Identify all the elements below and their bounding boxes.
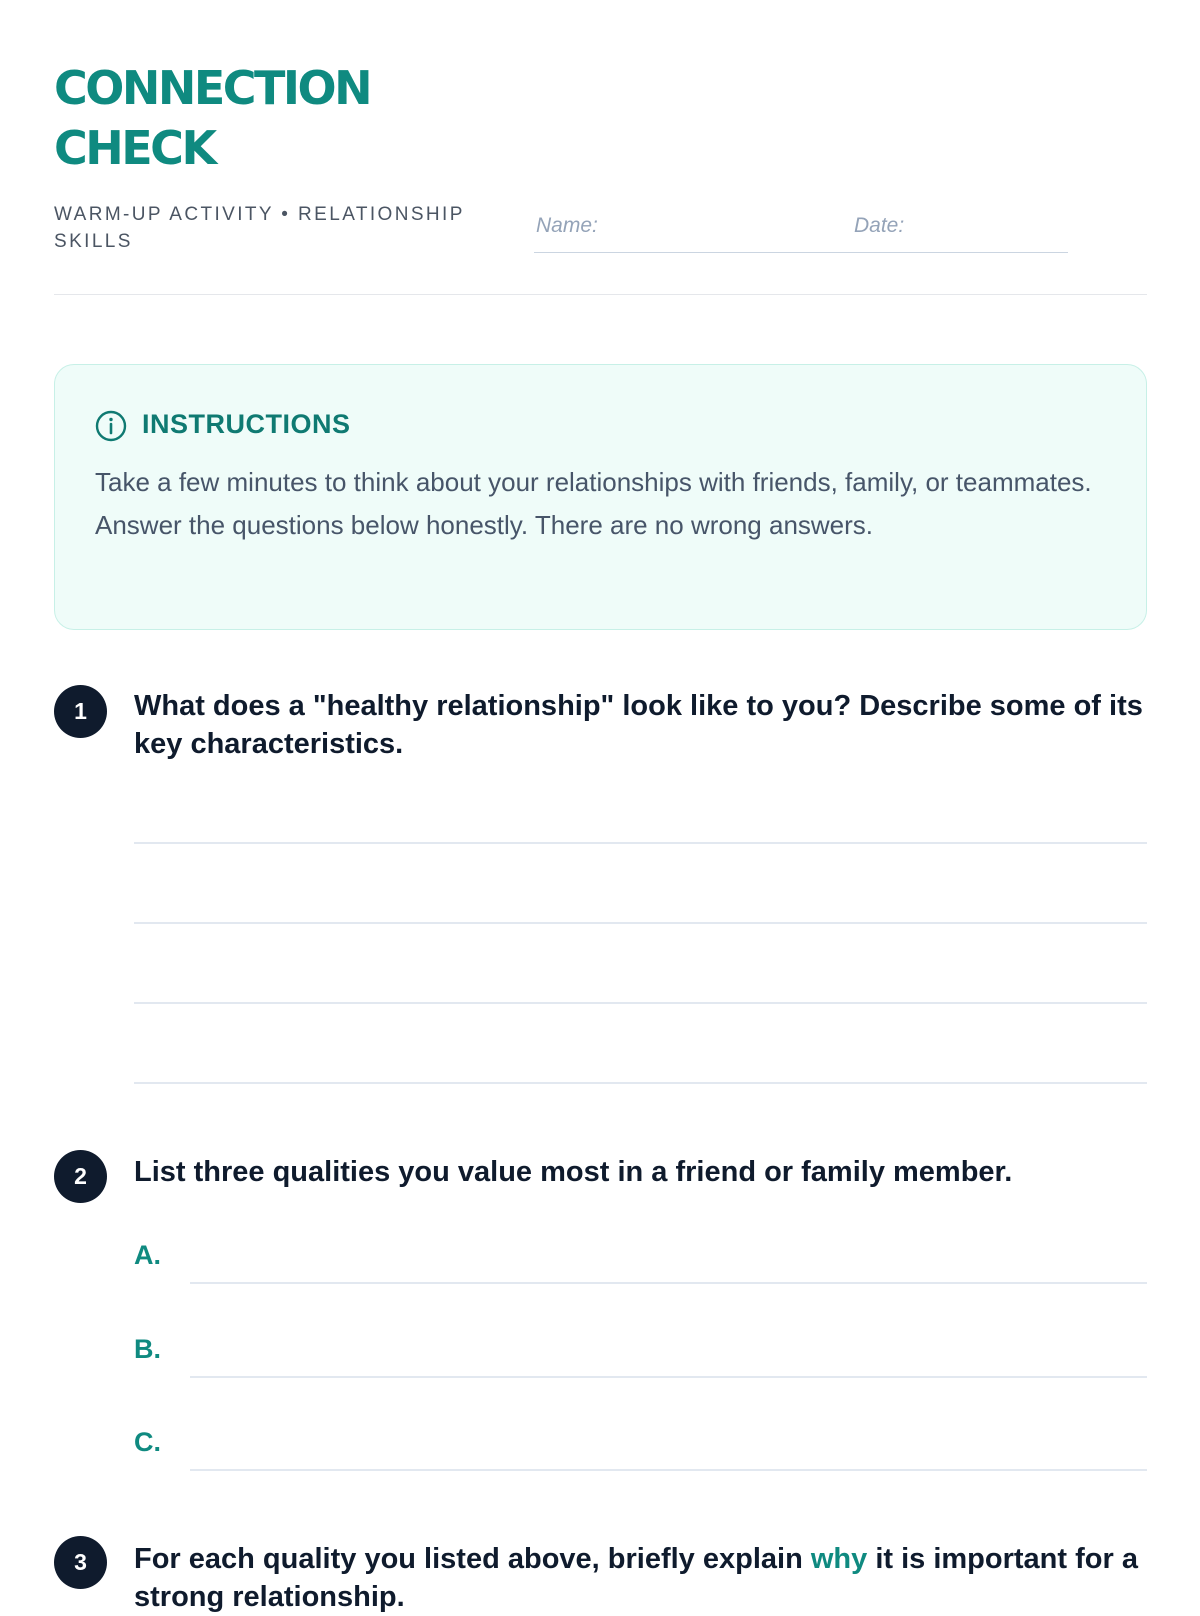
answer-item-a-label: A. bbox=[134, 1240, 161, 1270]
date-field-label: Date: bbox=[854, 214, 905, 237]
question-2-text: List three qualities you value most in a friend or family member. bbox=[134, 1156, 1013, 1188]
instructions-box bbox=[54, 364, 1147, 630]
worksheet-page bbox=[54, 0, 1147, 1613]
question-3-text-end: it is important for a strong relationship. bbox=[134, 1543, 1138, 1613]
question-1-number: 1 bbox=[54, 685, 107, 738]
question-1-answer-line-4[interactable] bbox=[134, 1082, 1147, 1084]
question-3-text-start: For each quality you listed above, briefly explain bbox=[134, 1543, 811, 1575]
answer-item-b-label: B. bbox=[134, 1334, 161, 1364]
worksheet-subtitle: WARM-UP ACTIVITY • RELATIONSHIP SKILLS bbox=[54, 204, 465, 252]
info-circle-icon bbox=[95, 410, 127, 442]
question-1-answer-line-3[interactable] bbox=[134, 1002, 1147, 1004]
question-1-text: What does a "healthy relationship" look like to you? Describe some of its key characteristics. bbox=[134, 690, 1143, 760]
header-divider bbox=[54, 294, 1147, 295]
question-3-emphasis-word: why bbox=[810, 1543, 868, 1575]
question-1-answer-line-1[interactable] bbox=[134, 842, 1147, 844]
question-3-text bbox=[134, 1540, 1147, 1616]
question-2-number: 2 bbox=[54, 1150, 107, 1203]
answer-item-c-line[interactable] bbox=[190, 1469, 1147, 1471]
name-field-label: Name: bbox=[536, 214, 598, 237]
worksheet-title bbox=[54, 58, 474, 178]
title-line-2: CHECK bbox=[54, 121, 215, 175]
instructions-text: Take a few minutes to think about your relationships with friends, family, or teammates. Answer the questions below honestly. There are no wrong answers. bbox=[95, 467, 1092, 540]
answer-item-b-line[interactable] bbox=[190, 1376, 1147, 1378]
title-line-1: CONNECTION bbox=[54, 61, 371, 115]
instructions-heading: INSTRUCTIONS bbox=[142, 409, 351, 439]
question-3-number: 3 bbox=[54, 1536, 107, 1589]
answer-item-a-line[interactable] bbox=[190, 1282, 1147, 1284]
name-date-fields[interactable] bbox=[534, 210, 1068, 253]
question-1-answer-line-2[interactable] bbox=[134, 922, 1147, 924]
answer-item-c-label: C. bbox=[134, 1427, 161, 1457]
